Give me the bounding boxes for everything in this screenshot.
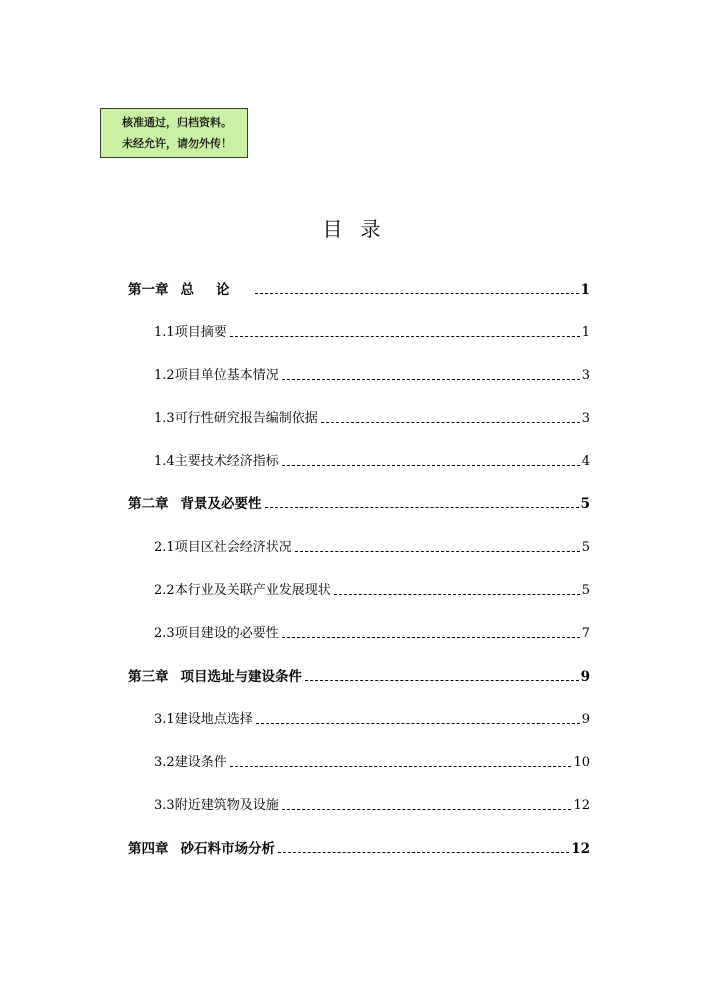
toc-page-number: 5: [580, 496, 590, 512]
toc-leader-dots: [230, 765, 572, 767]
toc-entry-label: [154, 325, 227, 341]
toc-entry-label: [128, 841, 275, 857]
toc-section-title: 附近建筑物及设施: [174, 798, 279, 813]
toc-leader-dots: [282, 636, 580, 638]
toc-page-number: 9: [580, 669, 590, 685]
toc-chapter-number: 第一章: [128, 282, 169, 298]
toc-section-title: 项目单位基本情况: [174, 368, 279, 383]
toc-page-number: 9: [581, 712, 590, 727]
toc-section-number: 3.1: [154, 712, 175, 727]
toc-page-number: 1: [580, 282, 590, 298]
toc-leader-dots: [305, 679, 579, 681]
toc-chapter-title: 砂石料市场分析: [180, 841, 275, 857]
toc-chapter-number: 第四章: [128, 841, 169, 857]
toc-page-number: 12: [571, 841, 590, 857]
toc-leader-dots: [282, 808, 572, 810]
stamp-text-line-1: 核准通过，归档资料。: [122, 116, 232, 129]
toc-entry-1-3[interactable]: [154, 407, 590, 427]
toc-entry-label: [154, 712, 253, 728]
toc-entry-label: [154, 540, 292, 556]
toc-leader-dots: [230, 335, 580, 337]
toc-entry-chapter-1[interactable]: [128, 278, 590, 298]
toc-chapter-number: 第二章: [128, 496, 169, 512]
toc-entry-1-2[interactable]: [154, 364, 590, 384]
toc-entry-label: [128, 496, 262, 512]
toc-page-number: 4: [581, 454, 590, 469]
toc-section-number: 1.4: [154, 454, 175, 469]
toc-section-number: 1.2: [154, 368, 175, 383]
toc-section-number: 3.2: [154, 755, 175, 770]
toc-leader-dots: [282, 378, 580, 380]
toc-section-number: 1.1: [154, 325, 175, 340]
toc-entry-label: [154, 368, 279, 384]
approval-stamp: [100, 108, 248, 158]
toc-leader-dots: [295, 550, 580, 552]
toc-entry-label: [154, 411, 318, 427]
toc-entry-label: [154, 755, 227, 771]
toc-page-number: 3: [581, 368, 590, 383]
toc-entry-3-2[interactable]: [154, 751, 590, 771]
toc-entry-3-3[interactable]: [154, 794, 590, 814]
toc-section-title: 项目摘要: [174, 325, 227, 340]
toc-section-title: 建设地点选择: [174, 712, 253, 727]
toc-section-number: 1.3: [154, 411, 175, 426]
toc-leader-dots: [256, 722, 580, 724]
toc-section-title: 项目建设的必要性: [174, 626, 279, 641]
toc-entry-label: [154, 798, 279, 814]
toc-entry-3-1[interactable]: [154, 708, 590, 728]
toc-leader-dots: [265, 506, 579, 508]
toc-chapter-title: 总论: [180, 282, 252, 298]
toc-entry-2-2[interactable]: [154, 579, 590, 599]
toc-section-number: 3.3: [154, 798, 175, 813]
toc-section-title: 项目区社会经济状况: [174, 540, 292, 555]
toc-entry-label: [154, 454, 279, 470]
toc-page-number: 3: [581, 411, 590, 426]
toc-leader-dots: [334, 593, 580, 595]
toc-leader-dots: [278, 851, 569, 853]
toc-entry-1-1[interactable]: [154, 321, 590, 341]
toc-leader-dots: [282, 464, 580, 466]
toc-section-title: 可行性研究报告编制依据: [174, 411, 318, 426]
toc-section-title: 主要技术经济指标: [174, 454, 279, 469]
toc-leader-dots: [255, 292, 579, 294]
toc-section-number: 2.2: [154, 583, 175, 598]
toc-page-number: 5: [581, 540, 590, 555]
toc-title: 目录: [322, 217, 399, 241]
toc-section-title: 建设条件: [174, 755, 227, 770]
toc-entry-1-4[interactable]: [154, 450, 590, 470]
toc-entry-label: [154, 583, 331, 599]
toc-page-number: 10: [573, 755, 590, 770]
toc-page-number: 7: [581, 626, 590, 641]
toc-chapter-title: 背景及必要性: [180, 496, 262, 512]
toc-entry-2-3[interactable]: [154, 622, 590, 642]
toc-section-title: 本行业及关联产业发展现状: [174, 583, 331, 598]
toc-entry-label: [128, 282, 252, 298]
toc-chapter-title: 项目选址与建设条件: [180, 669, 302, 685]
toc-page-number: 12: [573, 798, 590, 813]
stamp-text-line-2: 未经允许，请勿外传！: [122, 137, 232, 150]
toc-page-number: 1: [581, 325, 590, 340]
toc-entry-chapter-3[interactable]: [128, 665, 590, 685]
toc-chapter-number: 第三章: [128, 669, 169, 685]
toc-page-number: 5: [581, 583, 590, 598]
toc-entry-label: [154, 626, 279, 642]
toc-leader-dots: [321, 421, 580, 423]
toc-section-number: 2.3: [154, 626, 175, 641]
toc-entry-chapter-2[interactable]: [128, 492, 590, 512]
toc-section-number: 2.1: [154, 540, 175, 555]
toc-entry-2-1[interactable]: [154, 536, 590, 556]
toc-entry-label: [128, 669, 302, 685]
toc-entry-chapter-4[interactable]: [128, 837, 590, 857]
